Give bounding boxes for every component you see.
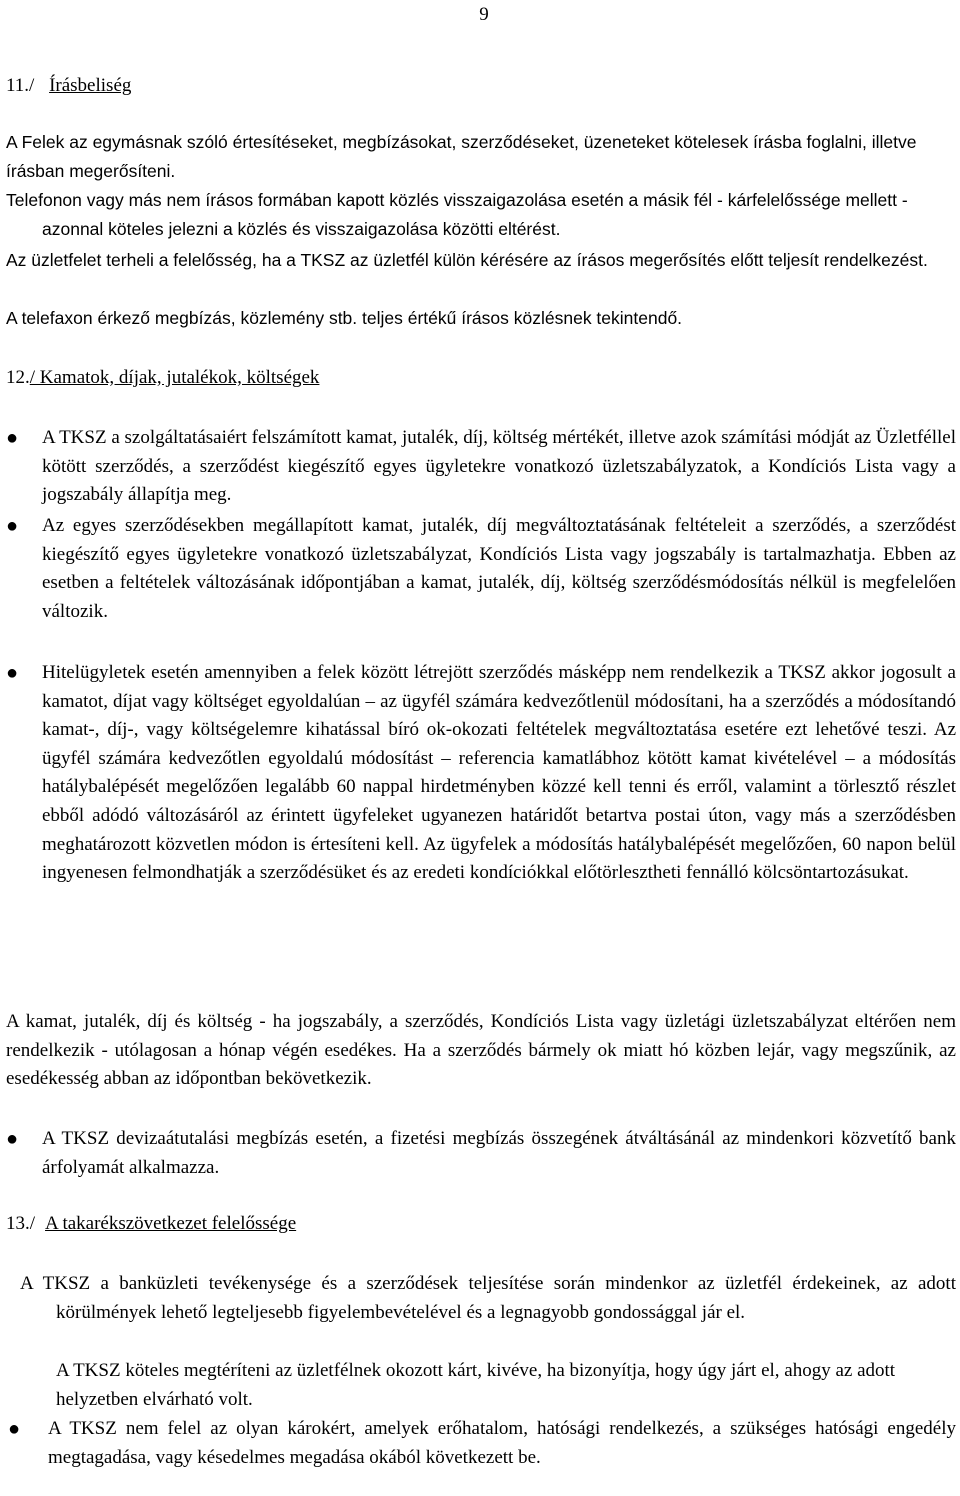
- section-number: 12.: [6, 367, 30, 388]
- section-11-paragraph-1: A Felek az egymásnak szóló értesítéseket, megbízásokat, szerződéseket, üzeneteket kötelesek írásba foglalni, illetve írásban megerősíteni.: [6, 132, 917, 181]
- list-item: [6, 424, 956, 510]
- list-item-text: Az egyes szerződésekben megállapított kamat, jutalék, díj megváltoztatásának feltételeit a szerződés, a szerződést kiegészítő egyes ügyletekre vonatkozó üzletszabályzat, Kondíciós Lista vagy jogszabály is tartalmazhatja. Ebben az esetben a feltételek változásának időpontjában a kamat, jutalék, díj, költség szerződésmódosítás nélkül is megfelelően változik.: [42, 515, 956, 622]
- section-title: Írásbeliség: [49, 75, 132, 96]
- list-item-text: A TKSZ devizaátutalási megbízás esetén, a fizetési megbízás összegének átváltásánál az mindenkori közvetítő bank árfolyamát alkalmazza.: [42, 1128, 956, 1178]
- bullet-icon: ●: [6, 515, 19, 537]
- section-13-heading: [6, 1212, 296, 1236]
- list-item: [8, 1415, 956, 1472]
- section-11-paragraph-2: Telefonon vagy más nem írásos formában kapott közlés visszaigazolása esetén a másik fél - kárfelelőssége mellett - azonnal köteles jelezni a közlés és visszaigazolása közötti eltérést.: [6, 190, 908, 239]
- list-item-text: Hitelügyletek esetén amennyiben a felek között létrejött szerződés másképp nem rendelkezik a TKSZ akkor jogosult a kamatot, díjat vagy költséget egyoldalúan – az ügyfél számára kedvezőtlenül módosítani, ha a szerződés a módosítandó kamat-, díj-, vagy költségelemre kihatással bíró ok-okozati feltételek megváltoztatása esetére ezt lehetővé teszi. Az ügyfél számára kedvezőtlen egyoldalú módosítást – referencia kamatlábhoz kötött kamat kivételével – a módosítás hatálybalépését megelőzően legalább 60 nappal hirdetményben közzé kell tenni és erről, valamint a törlesztő részlet ebből adódó változásáról az érintett ügyfeleket ugyanezen határidőt betartva postai úton, vagy más a szerződésben meghatározott közvetlen módon is értesíteni kell. Az ügyfelek a módosítás hatálybalépését megelőzően, 60 napon belül ingyenesen felmondhatják a szerződésüket és az eredeti kondíciókkal előtörlesztheti fennálló kölcsöntartozásukat.: [42, 662, 956, 884]
- list-item-text: A TKSZ nem felel az olyan károkért, amelyek erőhatalom, hatósági rendelkezés, a szükséges hatósági engedély megtagadása, vagy késedelmes megadása okából következett be.: [48, 1418, 956, 1468]
- section-12-paragraph: A kamat, jutalék, díj és költség - ha jogszabály, a szerződés, Kondíciós Lista vagy üzletági üzletszabályzat eltérően nem rendelkezik - utólagosan a hónap végén esedékes. Ha a szerződés bármely ok miatt hó közben lejár, vagy megszűnik, az esedékesség abban az időpontban bekövetkezik.: [6, 1011, 956, 1090]
- section-title: A takarékszövetkezet felelőssége: [45, 1213, 297, 1234]
- section-title: / Kamatok, díjak, jutalékok, költségek: [29, 367, 320, 388]
- list-item: [6, 512, 956, 626]
- bullet-icon: ●: [8, 1418, 21, 1440]
- list-item: [6, 659, 956, 888]
- section-11-paragraph-4: A telefaxon érkező megbízás, közlemény stb. teljes értékű írásos közlésnek tekintendő.: [6, 308, 683, 328]
- section-12-heading: [6, 366, 319, 390]
- list-item-text: A TKSZ a szolgáltatásaiért felszámított kamat, jutalék, díj, költség mértékét, illetve azok számítási módját az Üzletféllel kötött szerződés, a szerződést kiegészítő egyes ügyletekre vonatkozó üzletszabályzatok, a Kondíciós Lista vagy a jogszabály állapítja meg.: [42, 427, 956, 506]
- section-11-heading: [6, 74, 131, 98]
- section-number: 11./: [6, 75, 35, 96]
- bullet-icon: ●: [6, 1128, 19, 1150]
- section-11-paragraph-3: Az üzletfelet terheli a felelősség, ha a TKSZ az üzletfél külön kérésére az írásos megerősítés előtt teljesít rendelkezést.: [6, 250, 928, 270]
- section-number: 13./: [6, 1213, 36, 1234]
- bullet-icon: ●: [6, 427, 19, 449]
- bullet-icon: ●: [6, 662, 19, 684]
- list-item: [6, 1125, 956, 1182]
- page-number: 9: [479, 4, 489, 25]
- section-13-paragraph-2: A TKSZ köteles megtéríteni az üzletfélnek okozott kárt, kivéve, ha bizonyítja, hogy úgy járt el, ahogy az adott helyzetben elvárható volt.: [56, 1360, 896, 1410]
- section-13-paragraph-1: A TKSZ a banküzleti tevékenysége és a szerződések teljesítése során mindenkor az üzletfél érdekeinek, az adott körülmények lehető legteljesebb figyelembevételével és a legnagyobb gondossággal jár el.: [20, 1273, 956, 1323]
